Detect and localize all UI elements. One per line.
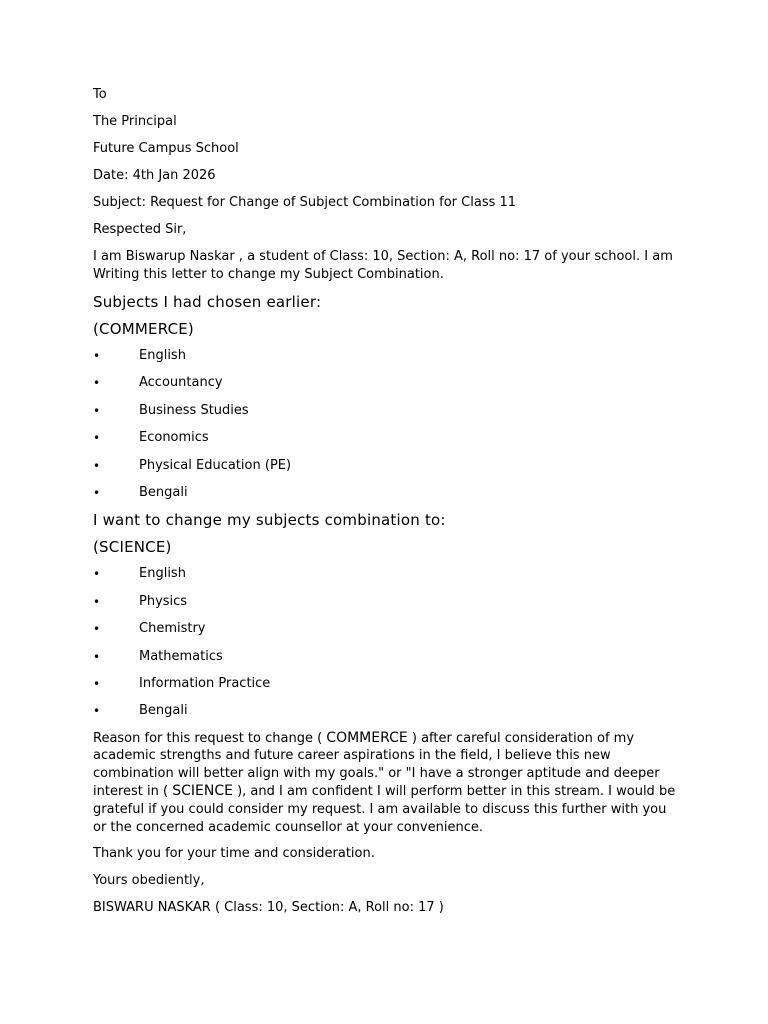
bullet-icon: • xyxy=(93,676,101,691)
list-item: • Accountancy xyxy=(93,375,223,391)
new-subjects-list xyxy=(93,565,683,720)
thanks-line: Thank you for your time and consideration. xyxy=(93,846,375,862)
bullet-icon: • xyxy=(93,567,101,582)
subject-line: Subject: Request for Change of Subject Combination for Class 11 xyxy=(93,195,517,210)
from-stream: COMMERCE xyxy=(326,729,408,746)
list-item: • Economics xyxy=(93,430,209,446)
bullet-icon: • xyxy=(93,622,101,637)
to-stream: SCIENCE xyxy=(172,783,233,800)
bullet-icon: • xyxy=(93,349,101,363)
bullet-icon: • xyxy=(93,458,101,473)
reason-paragraph: Reason for this request to change ( COMMERCE ) after careful consideration of my academic strengths and future career aspirations in the field, I believe this new combination will better align with my goals." or "I have a stronger aptitude and deeper interest in ( SCIENCE ), and I am confident I will perform better in this stream. I would be grateful if you could consider my request. I am available to discuss this further with you or the concerned academic counsellor at your convenience. xyxy=(93,729,676,835)
to-line: To xyxy=(93,87,107,102)
list-item: • Bengali xyxy=(93,703,188,719)
bullet-icon: • xyxy=(93,376,101,391)
bullet-icon: • xyxy=(93,485,101,500)
earlier-subjects-list xyxy=(93,347,683,502)
closing-line: Yours obediently, xyxy=(93,873,205,889)
intro-paragraph: I am Biswarup Naskar , a student of Class: 10, Section: A, Roll no: 17 of your school. I am Writing this letter to change my Subject Combination. xyxy=(93,249,673,282)
list-item: • Chemistry xyxy=(93,621,206,637)
recipient-line: The Principal xyxy=(93,114,177,129)
new-subjects-heading: I want to change my subjects combination to: xyxy=(93,511,446,530)
bullet-icon: • xyxy=(93,431,101,446)
list-item: • English xyxy=(93,348,186,363)
bullet-icon: • xyxy=(93,594,101,609)
list-item: • Physics xyxy=(93,593,188,609)
list-item: • Physical Education (PE) xyxy=(93,457,292,473)
bullet-icon: • xyxy=(93,649,101,664)
letter-page xyxy=(93,86,683,926)
salutation: Respected Sir, xyxy=(93,222,187,237)
earlier-subjects-heading: Subjects I had chosen earlier: xyxy=(93,293,322,311)
bullet-icon: • xyxy=(93,403,101,418)
date-line: Date: 4th Jan 2026 xyxy=(93,168,216,183)
list-item: • Business Studies xyxy=(93,402,249,418)
new-stream-label: (SCIENCE) xyxy=(93,538,172,557)
list-item: • Mathematics xyxy=(93,648,223,664)
bullet-icon: • xyxy=(93,704,101,719)
list-item: • English xyxy=(93,566,186,582)
list-item: • Information Practice xyxy=(93,675,271,691)
earlier-stream-label: (COMMERCE) xyxy=(93,320,194,338)
school-line: Future Campus School xyxy=(93,141,239,156)
signature-line: BISWARU NASKAR ( Class: 10, Section: A, Roll no: 17 ) xyxy=(93,900,444,916)
list-item: • Bengali xyxy=(93,484,188,500)
